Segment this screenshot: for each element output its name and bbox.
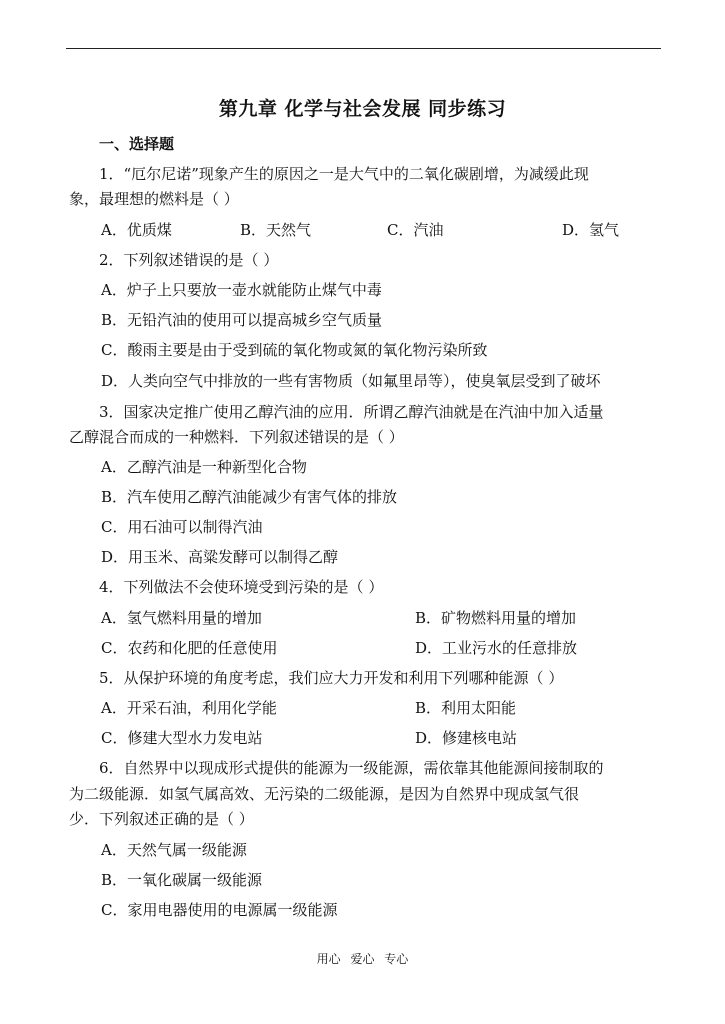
- q4-option-d: D．工业污水的任意排放: [415, 639, 578, 657]
- question-2-stem: 2．下列叙述错误的是（ ）: [99, 251, 279, 269]
- q3-option-b: B．汽车使用乙醇汽油能减少有害气体的排放: [101, 488, 398, 506]
- q3-option-a: A．乙醇汽油是一种新型化合物: [101, 458, 307, 476]
- q2-option-c: C．酸雨主要是由于受到硫的氧化物或氮的氧化物污染所致: [101, 341, 488, 359]
- q4-option-a: A．氢气燃料用量的增加: [101, 609, 262, 627]
- q5-option-b: B．利用太阳能: [415, 699, 517, 717]
- q3-option-d: D．用玉米、高粱发酵可以制得乙醇: [101, 548, 339, 566]
- q2-option-b: B．无铅汽油的使用可以提高城乡空气质量: [101, 311, 383, 329]
- page-title: 第九章 化学与社会发展 同步练习: [218, 98, 507, 120]
- q2-option-a: A．炉子上只要放一壶水就能防止煤气中毒: [101, 281, 382, 299]
- question-4-stem: 4．下列做法不会使环境受到污染的是（ ）: [99, 578, 384, 596]
- question-3-line-2: 乙醇混合而成的一种燃料．下列叙述错误的是（ ）: [69, 428, 404, 446]
- section-heading: 一、选择题: [99, 135, 175, 153]
- page-footer: 用心 爱心 专心: [316, 952, 409, 966]
- header-rule: [66, 48, 661, 49]
- q5-option-c: C．修建大型水力发电站: [101, 729, 263, 747]
- q6-option-b: B．一氧化碳属一级能源: [101, 871, 263, 889]
- q6-option-c: C．家用电器使用的电源属一级能源: [101, 901, 338, 919]
- q3-option-c: C．用石油可以制得汽油: [101, 518, 263, 536]
- q1-option-d: D．氢气: [562, 221, 620, 239]
- question-5-stem: 5．从保护环境的角度考虑，我们应大力开发和利用下列哪种能源（ ）: [99, 669, 564, 687]
- q4-option-c: C．农药和化肥的任意使用: [101, 639, 278, 657]
- q1-option-b: B．天然气: [240, 221, 312, 239]
- q1-option-a: A．优质煤: [101, 221, 172, 239]
- question-1-line-1: 1．“厄尔尼诺”现象产生的原因之一是大气中的二氧化碳剧增，为减缓此现: [99, 165, 589, 183]
- question-1-line-2: 象，最理想的燃料是（ ）: [69, 190, 239, 208]
- q4-option-b: B．矿物燃料用量的增加: [415, 609, 577, 627]
- question-6-line-1: 6．自然界中以现成形式提供的能源为一级能源，需依靠其他能源间接制取的: [99, 759, 604, 777]
- q6-option-a: A．天然气属一级能源: [101, 841, 247, 859]
- q2-option-d: D．人类向空气中排放的一些有害物质（如氟里昂等），使臭氧层受到了破坏: [101, 372, 601, 390]
- q5-option-a: A．开采石油，利用化学能: [101, 699, 277, 717]
- question-6-line-3: 少．下列叙述正确的是（ ）: [69, 810, 254, 828]
- q1-option-c: C．汽油: [387, 221, 444, 239]
- question-3-line-1: 3．国家决定推广使用乙醇汽油的应用．所谓乙醇汽油就是在汽油中加入适量: [99, 403, 604, 421]
- q5-option-d: D．修建核电站: [415, 729, 518, 747]
- question-6-line-2: 为二级能源．如氢气属高效、无污染的二级能源，是因为自然界中现成氢气很: [69, 785, 580, 803]
